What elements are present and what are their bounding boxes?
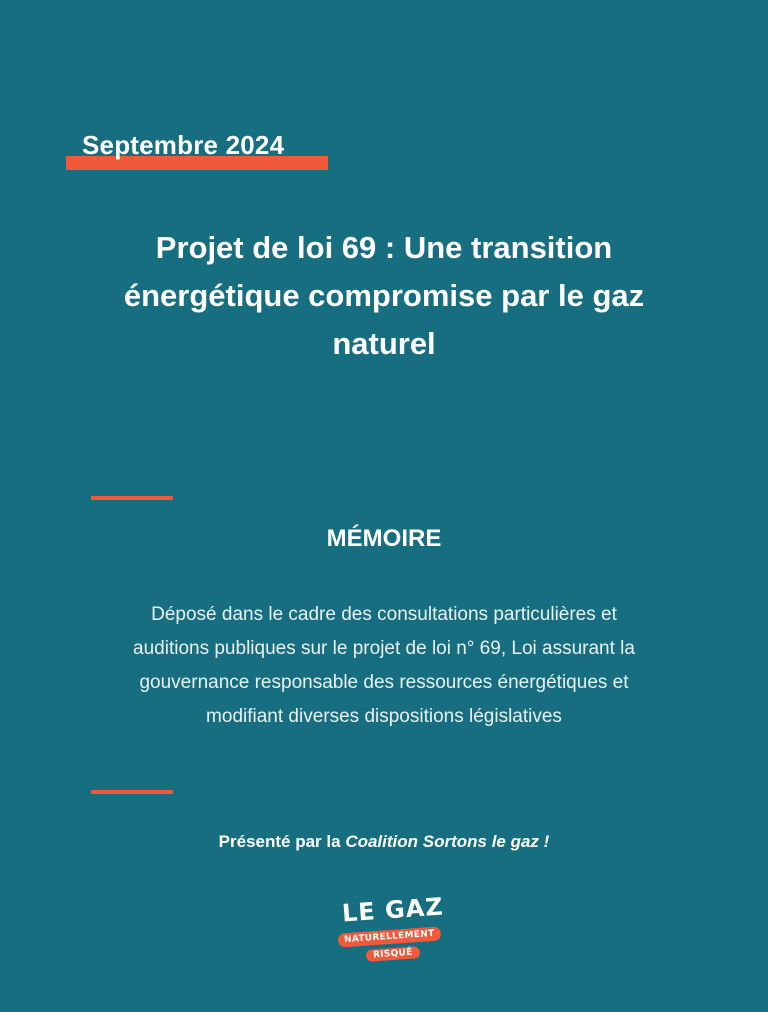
date-text: Septembre 2024 — [82, 130, 285, 160]
le-gaz-logo — [334, 892, 445, 970]
description-line-1: Déposé dans le cadre des consultations particulières et — [151, 604, 617, 625]
logo-badge-risque: RISQUÉ — [366, 946, 420, 962]
title-line-1: Projet de loi 69 : Une transition — [155, 230, 613, 265]
description-line-2: auditions publiques sur le projet de loi n° 69, Loi assurant la — [133, 638, 635, 659]
logo-main-text: LE GAZ — [341, 892, 445, 928]
presented-organization: Coalition Sortons le gaz ! — [345, 832, 550, 851]
title-line-3: naturel — [332, 326, 436, 361]
presented-by — [0, 832, 768, 852]
logo-badge-naturellement: NATURELLEMENT — [338, 926, 441, 947]
divider-bottom — [91, 790, 173, 794]
document-title — [84, 224, 684, 368]
title-line-2: énergétique compromise par le gaz — [123, 278, 645, 313]
section-label: MÉMOIRE — [326, 525, 442, 552]
section-description — [94, 598, 674, 734]
description-line-4: modifiant diverses dispositions législatives — [206, 706, 562, 727]
presented-prefix: Présenté par la — [218, 832, 341, 851]
divider-top — [91, 496, 173, 500]
description-line-3: gouvernance responsable des ressources énergétiques et — [139, 672, 629, 693]
date-header — [66, 128, 328, 172]
